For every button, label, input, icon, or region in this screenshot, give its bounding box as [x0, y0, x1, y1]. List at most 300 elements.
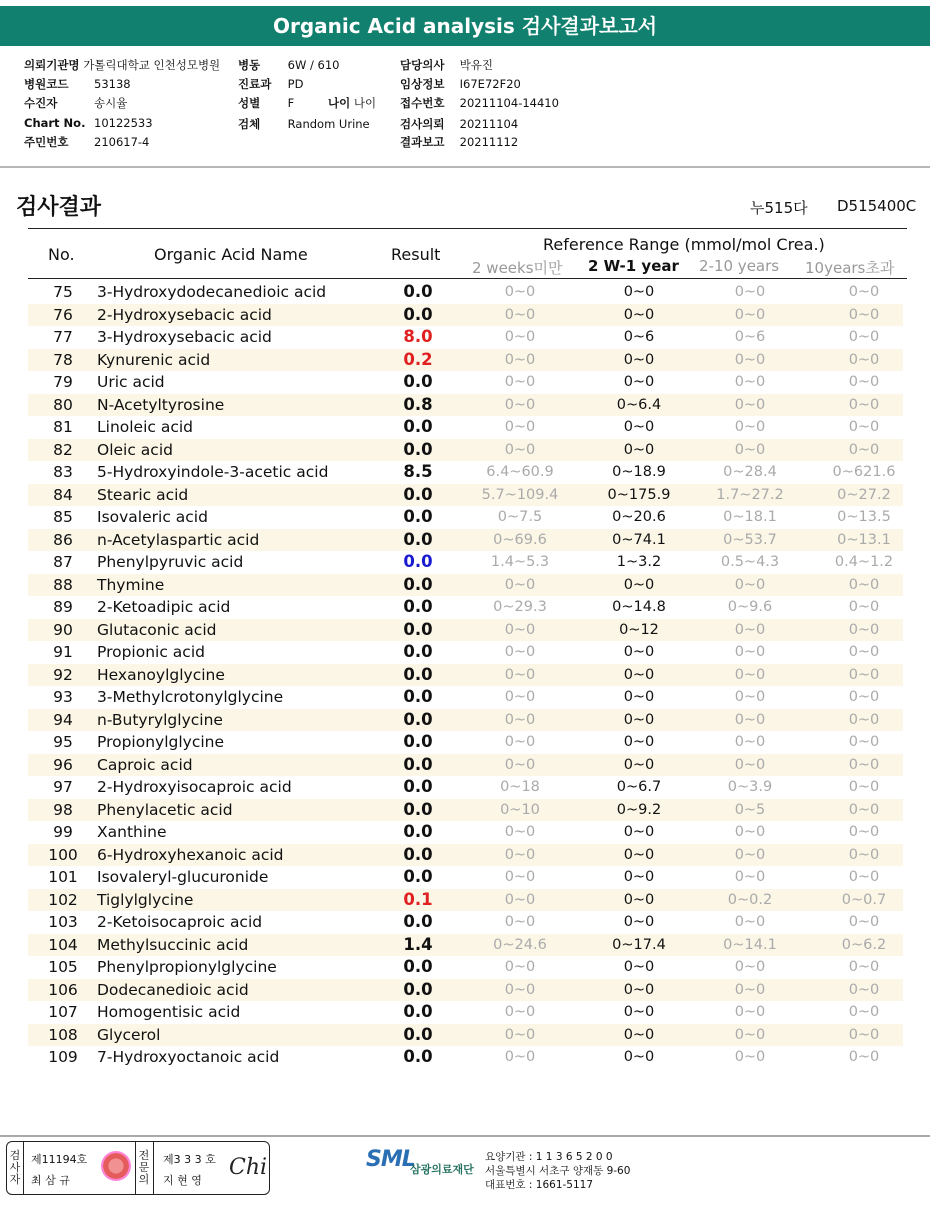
ref-range-child: 0~3.9	[727, 779, 773, 795]
row-number: 87	[53, 553, 73, 571]
ref-range-infant: 1~3.2	[616, 554, 662, 570]
row-number: 100	[48, 846, 78, 864]
row-number: 96	[53, 756, 73, 774]
ref-range-adult: 0~27.2	[837, 487, 891, 503]
ref-range-neonate: 0~0	[504, 284, 536, 300]
ref-range-neonate: 0~29.3	[493, 599, 547, 615]
table-row	[28, 956, 903, 978]
organization-name: 삼광의료재단	[410, 1163, 474, 1176]
ref-range-child: 0~0	[734, 307, 766, 323]
row-number: 76	[53, 306, 73, 324]
specialist-license: 제3 3 3 호	[163, 1153, 216, 1166]
ref-range-infant: 0~9.2	[616, 802, 662, 818]
ref-range-neonate: 0~0	[504, 397, 536, 413]
test-code-id: D515400C	[837, 197, 917, 215]
table-row	[28, 304, 903, 326]
row-number: 99	[53, 823, 73, 841]
table-row	[28, 911, 903, 933]
col-subheader-neonate: 2 weeks미만	[472, 259, 563, 277]
result-value: 0.0	[403, 642, 433, 661]
ref-range-adult: 0~0	[848, 374, 880, 390]
info-label: 의뢰기관명	[24, 58, 80, 72]
row-number: 83	[53, 463, 73, 481]
acid-name: Hexanoylglycine	[97, 666, 225, 684]
ref-range-infant: 0~0	[623, 419, 655, 435]
row-number: 77	[53, 328, 73, 346]
table-row	[28, 484, 903, 506]
ref-range-child: 0~0	[734, 959, 766, 975]
ref-range-neonate: 0~0	[504, 712, 536, 728]
row-number: 79	[53, 373, 73, 391]
result-value: 1.4	[403, 935, 433, 954]
info-label: Chart No.	[24, 116, 86, 130]
acid-name: 2-Hydroxyisocaproic acid	[97, 778, 292, 796]
table-row	[28, 844, 903, 866]
ref-range-child: 0~0	[734, 734, 766, 750]
acid-name: Glycerol	[97, 1026, 161, 1044]
ref-range-child: 0~0	[734, 982, 766, 998]
ref-range-infant: 0~175.9	[607, 487, 671, 503]
ref-range-adult: 0~0	[848, 667, 880, 683]
inspector-name: 최 삼 규	[31, 1174, 70, 1187]
ref-range-child: 0~0	[734, 577, 766, 593]
ref-range-infant: 0~14.8	[612, 599, 666, 615]
ref-range-infant: 0~6	[623, 329, 655, 345]
result-value: 0.0	[403, 552, 433, 571]
sml-logo-icon: SML	[366, 1147, 415, 1172]
table-row	[28, 776, 903, 798]
info-value: 53138	[94, 77, 131, 91]
report-title: Organic Acid analysis 검사결과보고서	[0, 6, 930, 46]
result-value: 0.0	[403, 305, 433, 324]
ref-range-adult: 0~0	[848, 442, 880, 458]
ref-range-neonate: 0~0	[504, 1049, 536, 1065]
acid-name: Thymine	[97, 576, 165, 594]
ref-range-adult: 0~0	[848, 982, 880, 998]
row-number: 97	[53, 778, 73, 796]
ref-range-neonate: 0~10	[500, 802, 540, 818]
ref-range-infant: 0~0	[623, 352, 655, 368]
acid-name: Propionic acid	[97, 643, 205, 661]
table-row	[28, 281, 903, 303]
acid-name: Xanthine	[97, 823, 167, 841]
info-value: 박유진	[459, 58, 493, 72]
row-number: 80	[53, 396, 73, 414]
ref-range-child: 0~0	[734, 352, 766, 368]
ref-range-adult: 0~0	[848, 329, 880, 345]
acid-name: Phenylpyruvic acid	[97, 553, 244, 571]
ref-range-infant: 0~0	[623, 847, 655, 863]
result-value: 8.0	[403, 327, 433, 346]
ref-range-adult: 0~0	[848, 307, 880, 323]
acid-name: 3-Hydroxysebacic acid	[97, 328, 272, 346]
ref-range-neonate: 0~0	[504, 419, 536, 435]
ref-range-child: 0~5	[734, 802, 766, 818]
acid-name: Stearic acid	[97, 486, 189, 504]
col-subheader-infant: 2 W-1 year	[588, 257, 679, 275]
info-label: 성별	[238, 96, 261, 110]
result-value: 0.0	[403, 867, 433, 886]
table-row	[28, 394, 903, 416]
ref-range-adult: 0~6.2	[841, 937, 887, 953]
ref-range-infant: 0~0	[623, 892, 655, 908]
ref-range-neonate: 0~0	[504, 667, 536, 683]
row-number: 90	[53, 621, 73, 639]
inspector-label: 검사자	[9, 1149, 21, 1186]
inspector-license: 제11194호	[31, 1153, 88, 1166]
info-label: 검체	[238, 117, 261, 131]
acid-name: 3-Hydroxydodecanedioic acid	[97, 283, 327, 301]
result-value: 0.0	[403, 530, 433, 549]
info-value: 가톨릭대학교 인천성모병원	[83, 58, 221, 72]
acid-name: Propionylglycine	[97, 733, 225, 751]
row-number: 82	[53, 441, 73, 459]
acid-name: Tiglylglycine	[97, 891, 194, 909]
ref-range-adult: 0.4~1.2	[834, 554, 894, 570]
ref-range-neonate: 6.4~60.9	[486, 464, 554, 480]
ref-range-adult: 0~0	[848, 824, 880, 840]
info-label: 검사의뢰	[400, 117, 445, 131]
ref-range-adult: 0~0.7	[841, 892, 887, 908]
acid-name: 3-Methylcrotonylglycine	[97, 688, 284, 706]
ref-range-child: 0~28.4	[723, 464, 777, 480]
col-header-name: Organic Acid Name	[154, 245, 308, 264]
acid-name: Caproic acid	[97, 756, 193, 774]
result-value: 0.0	[403, 980, 433, 999]
result-value: 0.0	[403, 710, 433, 729]
divider	[0, 166, 930, 168]
ref-range-child: 0~0	[734, 824, 766, 840]
ref-range-adult: 0~0	[848, 802, 880, 818]
result-value: 0.0	[403, 372, 433, 391]
ref-range-child: 0~0	[734, 442, 766, 458]
table-row	[28, 979, 903, 1001]
acid-name: n-Acetylaspartic acid	[97, 531, 260, 549]
row-number: 81	[53, 418, 73, 436]
ref-range-infant: 0~6.4	[616, 397, 662, 413]
ref-range-child: 0~0	[734, 869, 766, 885]
ref-range-adult: 0~0	[848, 644, 880, 660]
ref-range-adult: 0~0	[848, 419, 880, 435]
ref-range-child: 0~0	[734, 667, 766, 683]
ref-range-infant: 0~18.9	[612, 464, 666, 480]
result-value: 0.0	[403, 417, 433, 436]
info-value: Random Urine	[287, 117, 370, 131]
info-label: 담당의사	[400, 58, 445, 72]
info-label: 주민번호	[24, 135, 69, 149]
ref-range-adult: 0~0	[848, 959, 880, 975]
result-value: 8.5	[403, 462, 433, 481]
table-row	[28, 709, 903, 731]
ref-range-neonate: 0~0	[504, 869, 536, 885]
ref-range-infant: 0~17.4	[612, 937, 666, 953]
address: 서울특별시 서초구 양재동 9-60	[485, 1165, 631, 1177]
seal-icon	[101, 1151, 131, 1181]
info-label: 수진자	[24, 96, 58, 110]
ref-range-neonate: 0~69.6	[493, 532, 547, 548]
ref-range-child: 0~0	[734, 847, 766, 863]
result-value: 0.0	[403, 1047, 433, 1066]
table-row	[28, 506, 903, 528]
row-number: 75	[53, 283, 73, 301]
ref-range-adult: 0~0	[848, 689, 880, 705]
ref-range-adult: 0~0	[848, 779, 880, 795]
acid-name: 2-Ketoisocaproic acid	[97, 913, 263, 931]
col-header-result: Result	[391, 245, 441, 264]
acid-name: Phenylacetic acid	[97, 801, 233, 819]
result-value: 0.0	[403, 957, 433, 976]
ref-range-adult: 0~621.6	[832, 464, 896, 480]
table-row	[28, 1024, 903, 1046]
table-row	[28, 889, 903, 911]
ref-range-child: 0~14.1	[723, 937, 777, 953]
result-value: 0.0	[403, 507, 433, 526]
acid-name: Isovaleryl-glucuronide	[97, 868, 269, 886]
ref-range-neonate: 0~0	[504, 982, 536, 998]
result-value: 0.0	[403, 575, 433, 594]
footer-divider	[0, 1135, 930, 1137]
ref-range-child: 0~6	[734, 329, 766, 345]
info-label: 진료과	[238, 77, 272, 91]
result-value: 0.8	[403, 395, 433, 414]
ref-range-adult: 0~0	[848, 712, 880, 728]
ref-range-neonate: 0~0	[504, 847, 536, 863]
col-subheader-child: 2-10 years	[699, 257, 780, 275]
ref-range-neonate: 5.7~109.4	[481, 487, 559, 503]
acid-name: Dodecanedioic acid	[97, 981, 249, 999]
acid-name: 2-Ketoadipic acid	[97, 598, 231, 616]
ref-range-neonate: 0~0	[504, 824, 536, 840]
table-top-rule	[28, 228, 907, 229]
info-value: PD	[287, 77, 304, 91]
table-row	[28, 866, 903, 888]
table-row	[28, 574, 903, 596]
ref-range-infant: 0~0	[623, 374, 655, 390]
ref-range-neonate: 0~0	[504, 689, 536, 705]
row-number: 102	[48, 891, 78, 909]
ref-range-infant: 0~0	[623, 959, 655, 975]
result-value: 0.0	[403, 485, 433, 504]
table-row	[28, 596, 903, 618]
ref-range-adult: 0~0	[848, 914, 880, 930]
row-number: 85	[53, 508, 73, 526]
ref-range-infant: 0~12	[619, 622, 659, 638]
ref-range-infant: 0~0	[623, 307, 655, 323]
row-number: 91	[53, 643, 73, 661]
info-label: 결과보고	[400, 135, 445, 149]
acid-name: N-Acetyltyrosine	[97, 396, 225, 414]
ref-range-child: 0~0	[734, 712, 766, 728]
specialist-label: 전문의	[138, 1149, 150, 1186]
divider	[153, 1142, 154, 1194]
table-row	[28, 416, 903, 438]
signature-image: Chi	[229, 1155, 268, 1180]
row-number: 86	[53, 531, 73, 549]
ref-range-child: 0~0	[734, 397, 766, 413]
row-number: 93	[53, 688, 73, 706]
ref-range-child: 0~53.7	[723, 532, 777, 548]
result-value: 0.0	[403, 597, 433, 616]
table-row	[28, 439, 903, 461]
divider	[135, 1142, 136, 1194]
ref-range-neonate: 0~0	[504, 1004, 536, 1020]
ref-range-infant: 0~0	[623, 914, 655, 930]
col-subheader-adult: 10years초과	[805, 259, 895, 277]
ref-range-infant: 0~6.7	[616, 779, 662, 795]
institution-code: 요양기관 : 1 1 3 6 5 2 0 0	[485, 1151, 613, 1163]
ref-range-neonate: 0~0	[504, 329, 536, 345]
acid-name: Linoleic acid	[97, 418, 194, 436]
ref-range-child: 0.5~4.3	[720, 554, 780, 570]
info-value: 10122533	[94, 116, 153, 130]
result-value: 0.0	[403, 1025, 433, 1044]
info-value: 20211104-14410	[459, 96, 559, 110]
section-title: 검사결과	[16, 195, 102, 220]
table-row	[28, 754, 903, 776]
signature-box	[6, 1141, 270, 1195]
ref-range-neonate: 0~0	[504, 352, 536, 368]
ref-range-adult: 0~0	[848, 397, 880, 413]
info-label: 접수번호	[400, 96, 445, 110]
col-header-no: No.	[48, 245, 75, 264]
table-row	[28, 1001, 903, 1023]
ref-range-neonate: 0~0	[504, 622, 536, 638]
ref-range-neonate: 0~0	[504, 892, 536, 908]
result-value: 0.0	[403, 620, 433, 639]
ref-range-infant: 0~0	[623, 442, 655, 458]
table-row	[28, 686, 903, 708]
ref-range-child: 0~0	[734, 622, 766, 638]
result-value: 0.0	[403, 800, 433, 819]
ref-range-infant: 0~0	[623, 982, 655, 998]
ref-range-child: 0~0	[734, 1027, 766, 1043]
ref-range-child: 0~0	[734, 374, 766, 390]
info-label: 병원코드	[24, 77, 69, 91]
row-number: 84	[53, 486, 73, 504]
table-row	[28, 619, 903, 641]
ref-range-neonate: 1.4~5.3	[490, 554, 550, 570]
result-value: 0.0	[403, 912, 433, 931]
info-label: 나이	[328, 96, 351, 110]
row-number: 94	[53, 711, 73, 729]
ref-range-child: 0~0	[734, 757, 766, 773]
ref-range-child: 0~0	[734, 1004, 766, 1020]
ref-range-adult: 0~0	[848, 869, 880, 885]
ref-range-infant: 0~0	[623, 284, 655, 300]
result-value: 0.0	[403, 755, 433, 774]
result-value: 0.1	[403, 890, 433, 909]
ref-range-adult: 0~0	[848, 622, 880, 638]
table-row	[28, 1046, 903, 1068]
ref-range-child: 0~0	[734, 914, 766, 930]
table-row	[28, 641, 903, 663]
ref-range-neonate: 0~0	[504, 442, 536, 458]
row-number: 106	[48, 981, 78, 999]
ref-range-child: 0~0.2	[727, 892, 773, 908]
acid-name: n-Butyrylglycine	[97, 711, 223, 729]
table-row	[28, 326, 903, 348]
info-label: 임상정보	[400, 77, 445, 91]
ref-range-adult: 0~0	[848, 599, 880, 615]
row-number: 98	[53, 801, 73, 819]
row-number: 108	[48, 1026, 78, 1044]
acid-name: Oleic acid	[97, 441, 173, 459]
ref-range-infant: 0~0	[623, 734, 655, 750]
ref-range-adult: 0~13.1	[837, 532, 891, 548]
result-value: 0.2	[403, 350, 433, 369]
ref-range-child: 0~9.6	[727, 599, 773, 615]
ref-range-infant: 0~0	[623, 667, 655, 683]
table-row	[28, 799, 903, 821]
acid-name: Homogentisic acid	[97, 1003, 241, 1021]
acid-name: Isovaleric acid	[97, 508, 208, 526]
row-number: 92	[53, 666, 73, 684]
ref-range-infant: 0~0	[623, 1049, 655, 1065]
ref-range-child: 0~18.1	[723, 509, 777, 525]
acid-name: Uric acid	[97, 373, 165, 391]
table-row	[28, 551, 903, 573]
result-value: 0.0	[403, 822, 433, 841]
ref-range-infant: 0~0	[623, 757, 655, 773]
ref-range-infant: 0~0	[623, 824, 655, 840]
result-value: 0.0	[403, 665, 433, 684]
ref-range-adult: 0~0	[848, 352, 880, 368]
info-value: 20211104	[459, 117, 519, 131]
ref-range-infant: 0~0	[623, 689, 655, 705]
acid-name: 5-Hydroxyindole-3-acetic acid	[97, 463, 329, 481]
ref-range-neonate: 0~24.6	[493, 937, 547, 953]
table-row	[28, 934, 903, 956]
acid-name: Glutaconic acid	[97, 621, 217, 639]
acid-name: Phenylpropionylglycine	[97, 958, 277, 976]
result-value: 0.0	[403, 440, 433, 459]
ref-range-infant: 0~0	[623, 577, 655, 593]
ref-range-adult: 0~0	[848, 757, 880, 773]
result-value: 0.0	[403, 732, 433, 751]
ref-range-infant: 0~0	[623, 869, 655, 885]
info-value: F	[287, 96, 295, 110]
ref-range-adult: 0~0	[848, 1004, 880, 1020]
table-row	[28, 371, 903, 393]
ref-range-child: 1.7~27.2	[716, 487, 784, 503]
test-code: 누515다	[750, 199, 808, 217]
ref-range-neonate: 0~18	[500, 779, 540, 795]
ref-range-infant: 0~0	[623, 1004, 655, 1020]
ref-range-infant: 0~0	[623, 644, 655, 660]
ref-range-child: 0~0	[734, 284, 766, 300]
info-label: 병동	[238, 58, 261, 72]
result-value: 0.0	[403, 845, 433, 864]
ref-range-neonate: 0~0	[504, 307, 536, 323]
ref-range-adult: 0~0	[848, 1027, 880, 1043]
ref-range-neonate: 0~0	[504, 734, 536, 750]
ref-range-neonate: 0~7.5	[497, 509, 543, 525]
row-number: 107	[48, 1003, 78, 1021]
table-row	[28, 349, 903, 371]
ref-range-adult: 0~0	[848, 284, 880, 300]
info-value: I67E72F20	[459, 77, 521, 91]
divider	[23, 1142, 24, 1194]
table-row	[28, 461, 903, 483]
ref-range-adult: 0~0	[848, 734, 880, 750]
row-number: 105	[48, 958, 78, 976]
acid-name: 6-Hydroxyhexanoic acid	[97, 846, 284, 864]
table-row	[28, 731, 903, 753]
ref-range-neonate: 0~0	[504, 577, 536, 593]
ref-range-adult: 0~0	[848, 1049, 880, 1065]
table-row	[28, 529, 903, 551]
ref-range-neonate: 0~0	[504, 914, 536, 930]
